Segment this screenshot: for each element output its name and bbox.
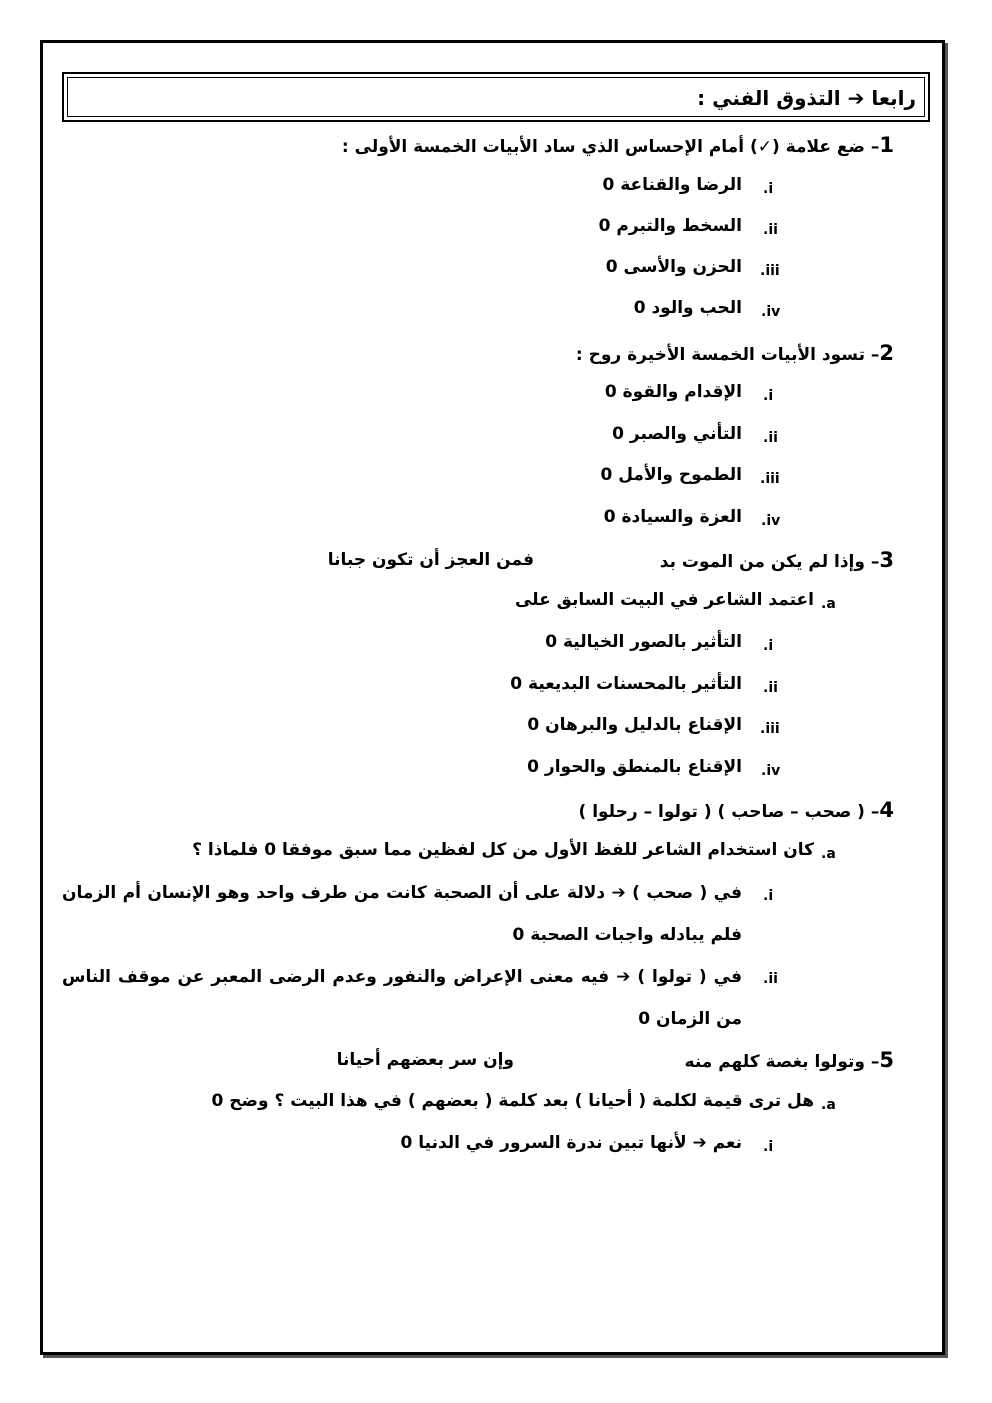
option-text: التأثير بالصور الخيالية 0 <box>545 632 742 652</box>
option-text: الرضا والقناعة 0 <box>602 175 742 195</box>
question-number: 4 <box>879 798 894 822</box>
verse-second-hemistich: فمن العجز أن تكون جبانا <box>327 550 534 570</box>
answer-marker: .i <box>763 1139 774 1155</box>
sub-question-text: كان استخدام الشاعر للفظ الأول من كل لفظين مما سبق موفقا 0 فلماذا ؟ <box>192 840 814 860</box>
question-number: 2 <box>879 341 894 365</box>
question-number: 1 <box>879 133 894 157</box>
sub-question-marker: .a <box>821 596 836 612</box>
option-text: الإقناع بالدليل والبرهان 0 <box>527 715 742 735</box>
option-text: التأثير بالمحسنات البديعية 0 <box>510 674 742 694</box>
answer-text: في ( تولوا ) ➔ فيه معنى الإعراض والنفور وعدم الرضى المعبر عن موقف الناس من الزمان 0 <box>62 967 742 1029</box>
question-5 <box>685 1048 894 1072</box>
option-text: الإقدام والقوة 0 <box>604 382 742 402</box>
option-marker: .ii <box>763 680 778 696</box>
option-marker: .iii <box>760 263 780 279</box>
question-3 <box>660 548 894 572</box>
question-1 <box>342 133 894 157</box>
option-text: الحب والود 0 <box>633 298 742 318</box>
option-text: العزة والسيادة 0 <box>603 507 742 527</box>
question-text: – ( صحب – صاحب ) ( تولوا – رحلوا ) <box>578 802 880 822</box>
page-border <box>40 40 945 1355</box>
option-marker: .i <box>763 181 774 197</box>
option-text: السخط والتبرم 0 <box>598 216 742 236</box>
option-marker: .iv <box>761 304 781 320</box>
option-marker: .iv <box>761 513 781 529</box>
sub-question-marker: .a <box>821 1097 836 1113</box>
option-marker: .iii <box>760 471 780 487</box>
option-text: الحزن والأسى 0 <box>605 257 742 277</box>
answer-text: نعم ➔ لأنها تبين ندرة السرور في الدنيا 0 <box>400 1133 742 1153</box>
verse-first-hemistich: – وتولوا بغصة كلهم منه <box>684 1052 880 1072</box>
question-text: – ضع علامة (✓) أمام الإحساس الذي ساد الأبيات الخمسة الأولى : <box>341 137 880 157</box>
answer-marker: .i <box>763 888 774 904</box>
section-header-box <box>62 72 930 122</box>
answer-text: في ( صحب ) ➔ دلالة على أن الصحبة كانت من طرف واحد وهو الإنسان أم الزمان فلم يبادله واجبات الصحبة 0 <box>62 883 742 945</box>
sub-question-text: هل ترى قيمة لكلمة ( أحيانا ) بعد كلمة ( بعضهم ) في هذا البيت ؟ وضح 0 <box>211 1091 814 1111</box>
option-marker: .ii <box>763 222 778 238</box>
option-marker: .ii <box>763 430 778 446</box>
question-2 <box>576 341 894 365</box>
question-4 <box>579 798 895 822</box>
question-number: 5 <box>879 1048 894 1072</box>
option-marker: .i <box>763 638 774 654</box>
option-text: الطموح والأمل 0 <box>600 465 742 485</box>
option-marker: .i <box>763 388 774 404</box>
option-marker: .iii <box>760 721 780 737</box>
verse-first-hemistich: – وإذا لم يكن من الموت بد <box>659 552 880 572</box>
sub-question-marker: .a <box>821 846 836 862</box>
answer-marker: .ii <box>763 971 778 987</box>
section-title: رابعا ➔ التذوق الفني : <box>697 86 916 110</box>
sub-question-text: اعتمد الشاعر في البيت السابق على <box>514 590 814 610</box>
question-text: – تسود الأبيات الخمسة الأخيرة روح : <box>575 345 880 365</box>
option-text: الإقناع بالمنطق والحوار 0 <box>527 757 742 777</box>
verse-second-hemistich: وإن سر بعضهم أحيانا <box>336 1050 514 1070</box>
option-text: التأني والصبر 0 <box>612 424 742 444</box>
question-number: 3 <box>879 548 894 572</box>
option-marker: .iv <box>761 763 781 779</box>
